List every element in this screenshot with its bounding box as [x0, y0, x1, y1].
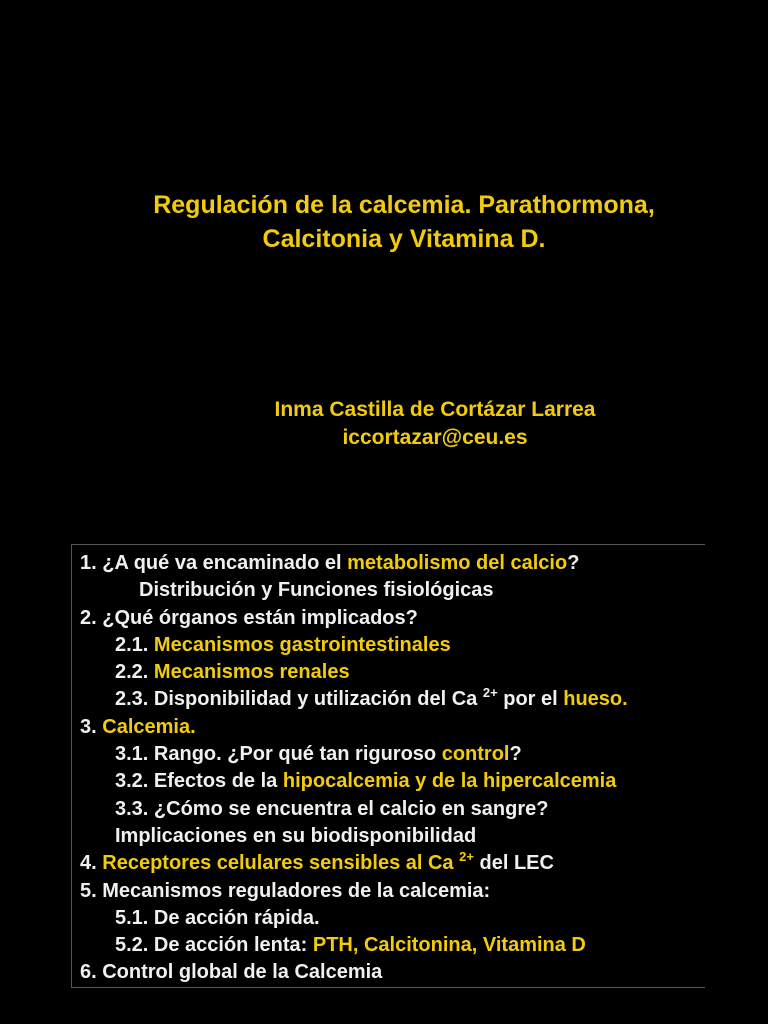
- outline-item-2-1: 2.1. Mecanismos gastrointestinales: [115, 633, 451, 656]
- outline-item-3: 3. Calcemia.: [80, 715, 196, 738]
- highlight-gastrointestinales: Mecanismos gastrointestinales: [153, 633, 451, 656]
- highlight-calcemia: Calcemia.: [102, 715, 196, 738]
- outline-item-3-3-sub: Implicaciones en su biodisponibilidad: [115, 824, 477, 847]
- outline-item-3-1: 3.1. Rango. ¿Por qué tan riguroso control?: [115, 743, 522, 766]
- outline-item-5-1: 5.1. De acción rápida.: [115, 906, 320, 929]
- outline-item-2-3: 2.3. Disponibilidad y utilización del Ca $^{2+}$ por el hueso.: [115, 685, 628, 711]
- outline-box: [71, 544, 705, 988]
- highlight-control: control: [441, 743, 510, 766]
- outline-item-6: 6. Control global de la Calcemia: [80, 961, 383, 984]
- outline-item-2: 2. ¿Qué órganos están implicados?: [80, 606, 418, 629]
- highlight-hipocalcemia: hipocalcemia y de la hipercalcemia: [282, 770, 617, 793]
- highlight-receptores: Receptores celulares sensibles al Ca $^{2+}$: [102, 849, 474, 875]
- author-name: Inma Castilla de Cortázar Larrea: [274, 398, 596, 421]
- highlight-renales: Mecanismos renales: [153, 661, 350, 684]
- author-block: [0, 396, 768, 452]
- superscript-charge: 2+: [459, 849, 474, 865]
- outline-item-3-3: 3.3. ¿Cómo se encuentra el calcio en sangre?: [115, 797, 549, 820]
- outline-item-2-2: 2.2. Mecanismos renales: [115, 661, 350, 684]
- outline-item-4: 4. Receptores celulares sensibles al Ca $^{2+}$ del LEC: [80, 849, 554, 875]
- title-line-1: Regulación de la calcemia. Parathormona,: [153, 191, 655, 219]
- superscript-charge: 2+: [482, 685, 498, 701]
- outline-item-5-2: 5.2. De acción lenta: PTH, Calcitonina, Vitamina D: [115, 934, 586, 957]
- title-line-2: Calcitonia y Vitamina D.: [262, 225, 546, 253]
- author-email: iccortazar@ceu.es: [342, 426, 528, 449]
- slide-title: [0, 188, 768, 256]
- highlight-metabolismo: metabolismo del calcio: [347, 552, 568, 574]
- outline-item-1-sub: Distribución y Funciones fisiológicas: [139, 579, 494, 602]
- outline-item-1: 1. ¿A qué va encaminado el metabolismo del calcio?: [80, 552, 580, 574]
- highlight-hormonas: PTH, Calcitonina, Vitamina D: [312, 934, 586, 957]
- outline-item-5: 5. Mecanismos reguladores de la calcemia:: [80, 879, 491, 902]
- outline-item-3-2: 3.2. Efectos de la hipocalcemia y de la hipercalcemia: [115, 770, 617, 793]
- highlight-hueso: hueso.: [563, 688, 628, 711]
